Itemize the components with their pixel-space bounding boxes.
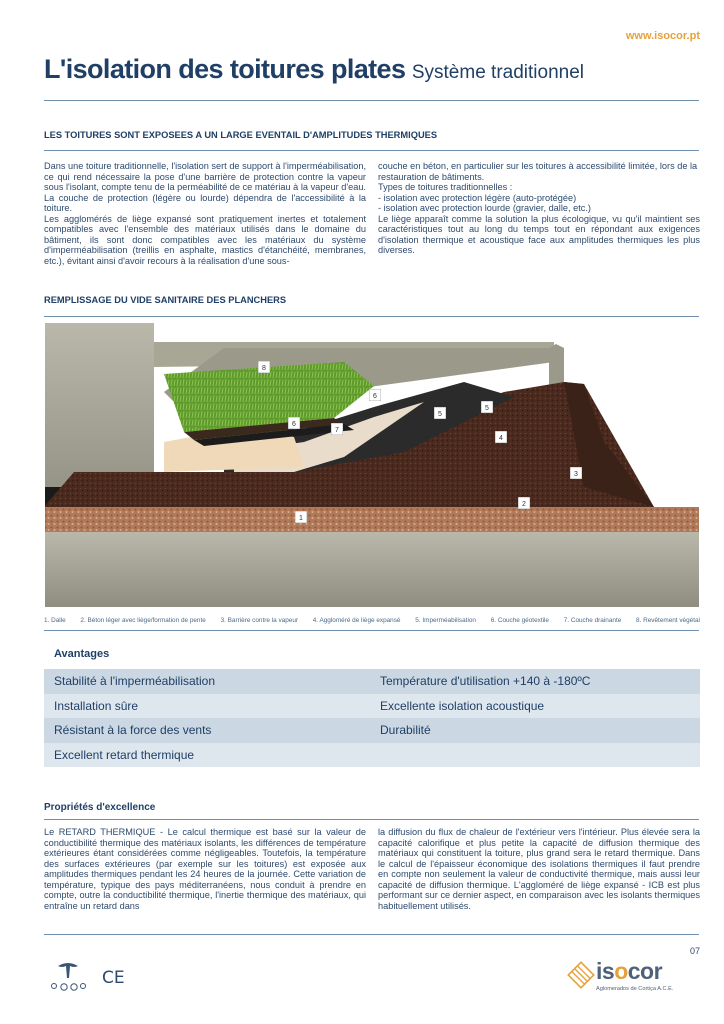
diagram-marker-label: 6: [373, 393, 377, 400]
advantage-item: [374, 743, 700, 768]
cork-tree-icon: [44, 960, 92, 996]
section-heading-crawlspace: REMPLISSAGE DU VIDE SANITAIRE DES PLANCHERS: [44, 295, 287, 305]
properties-divider: [44, 819, 699, 820]
legend-item: 7. Couche drainante: [563, 617, 622, 624]
advantages-row: [44, 669, 700, 694]
isocor-tagline: Aglomerados de Cortiça A.C.E.: [596, 986, 674, 992]
intro-text-right-a: couche en béton, en particulier sur les toitures à accessibilité limitée, lors de la restauration de bâtiments. Types de toitures traditionnelles : - isolation avec protection légère (auto-protégée) - isolation avec protection lourde (gravier, dalle, etc.): [378, 161, 698, 213]
title-divider: [44, 100, 699, 101]
properties-column-left: [44, 827, 366, 911]
diagram-marker-label: 6: [292, 421, 296, 428]
properties-text-left: Le RETARD THERMIQUE - Le calcul thermique est basé sur la valeur de conductibilité thermique des matériaux isolants, les différences de température extérieures étant considérées comme négligeables. Toutefois, la température des surfaces extérieures (par exemple sur les toitures) est exposée aux amplitudes thermiques pendant les 24 heures de la journée. Cette variation de température, typique des pays méditerranéens, nous conduit à prendre en compte, outre la conductibilité thermique, l'inertie thermique des matériaux, qui entraîne un retard dans: [44, 827, 366, 911]
isocor-wordmark: [596, 958, 662, 985]
legend-item: 8. Revêtement végétal: [636, 617, 700, 624]
section-divider: [44, 150, 699, 151]
advantage-item: Durabilité: [380, 723, 431, 737]
diagram-marker-8: [258, 360, 270, 378]
legend-divider: [44, 630, 699, 631]
advantages-row: [44, 718, 700, 743]
diagram-marker-6a: [369, 388, 381, 406]
legend-item: 6. Couche géotextile: [490, 617, 549, 624]
diagram-marker-label: 8: [262, 365, 266, 372]
diagram-marker-label: 1: [299, 515, 303, 522]
diagram-marker-6b: [288, 416, 300, 434]
intro-column-right: [378, 161, 700, 256]
diagram-marker-3: [570, 466, 582, 484]
page-title-row: [44, 54, 584, 85]
isocor-logo: [566, 958, 706, 998]
properties-heading: Propriétés d'excellence: [44, 802, 156, 813]
advantages-title: Avantages: [54, 648, 110, 660]
diagram-marker-4: [495, 430, 507, 448]
properties-text-right: la diffusion du flux de chaleur de l'extérieur vers l'intérieur. Plus élevée sera la capacité calorifique et plus petite la capacité de diffusion thermique des matériaux qui constituent la toiture, plus grand sera le retard thermique. Dans le calcul de l'épaisseur économique des isolations thermiques il faut prendre en compte non seulement la valeur de conductivité thermique, mais aussi leur capacité de diffusion thermique. L'aggloméré de liège expansé - ICB est plus performant sur ce dernier aspect, en comparaison avec les isolants thermiques habituellement utilisés.: [378, 827, 700, 911]
isocor-diamond-icon: [566, 960, 596, 990]
diagram-marker-label: 3: [574, 471, 578, 478]
section-divider: [44, 316, 699, 317]
properties-column-right: [378, 827, 700, 911]
diagram-marker-5b: [434, 406, 446, 424]
advantage-item: Stabilité à l'imperméabilisation: [54, 674, 216, 688]
brand-suffix: cor: [627, 958, 663, 984]
advantage-item: Excellent retard thermique: [54, 747, 195, 762]
legend-item: 3. Barrière contre la vapeur: [220, 617, 298, 624]
page-number: 07: [689, 946, 700, 956]
page-title: L'isolation des toitures plates: [44, 54, 406, 84]
diagram-legend: [44, 617, 700, 624]
diagram-marker-label: 4: [499, 435, 503, 442]
diagram-marker-5a: [481, 400, 493, 418]
legend-item: 2. Béton léger avec liège/formation de pente: [80, 617, 206, 624]
intro-text-right-b: Le liège apparaît comme la solution la plus écologique, vu qu'il maintient ses caractéristiques tout au long du temps tout en répondant aux exigences d'isolation thermique et acoustique face aux amplitudes thermiques les plus diverses.: [378, 213, 700, 255]
brand-prefix: is: [596, 958, 615, 984]
diagram-marker-label: 5: [438, 411, 442, 418]
advantage-item: Installation sûre: [54, 698, 139, 713]
ce-mark: CE: [102, 968, 125, 988]
roof-cross-section-illustration: [44, 322, 700, 608]
roof-layers-diagram: [44, 322, 700, 608]
footer-divider: [44, 934, 699, 935]
advantages-row: [44, 743, 700, 768]
legend-item: 1. Dalle: [44, 617, 66, 624]
page-subtitle: Système traditionnel: [411, 62, 585, 83]
diagram-marker-label: 2: [522, 501, 526, 508]
diagram-marker-2: [518, 496, 530, 514]
section-heading-thermal: LES TOITURES SONT EXPOSEES A UN LARGE EVENTAIL D'AMPLITUDES THERMIQUES: [44, 130, 438, 140]
diagram-marker-label: 7: [335, 427, 339, 434]
intro-text-left: Dans une toiture traditionnelle, l'isolation sert de support à l'imperméabilisation, ce qui rend nécessaire la pose d'une barrière de protection contre la vapeur sous l'isolant, compte tenu de la perméabilité de ce matériau à la vapeur d'eau. La couche de protection (légère ou lourde) dépendra de l'accessibilité à la toiture. Les agglomérés de liège expansé sont pratiquement inertes et totalement compatibles avec l'ensemble des matériaux utilisés dans le domaine du bâtiment, ils sont donc compatibles avec les matériaux du système d'imperméabilisation (treillis en asphalte, mastics d'étanchéité, membranes, etc.), évitant ainsi d'avoir recours à la réalisation d'une sous-: [44, 161, 366, 266]
brand-o: o: [614, 958, 628, 984]
diagram-marker-1: [295, 510, 307, 528]
advantages-row: [44, 694, 700, 719]
legend-item: 4. Aggloméré de liège expansé: [312, 617, 401, 624]
cork-logo: [44, 960, 92, 996]
legend-item: 5. Imperméabilisation: [415, 617, 476, 624]
advantage-item: Température d'utilisation +140 à -180ºC: [380, 674, 591, 688]
diagram-marker-7: [331, 422, 343, 440]
diagram-marker-label: 5: [485, 405, 489, 412]
advantages-table: [44, 669, 700, 767]
intro-column-left: [44, 161, 366, 266]
advantage-item: Excellente isolation acoustique: [380, 698, 545, 713]
website-url[interactable]: www.isocor.pt: [625, 30, 700, 42]
advantage-item: Résistant à la force des vents: [54, 723, 212, 737]
